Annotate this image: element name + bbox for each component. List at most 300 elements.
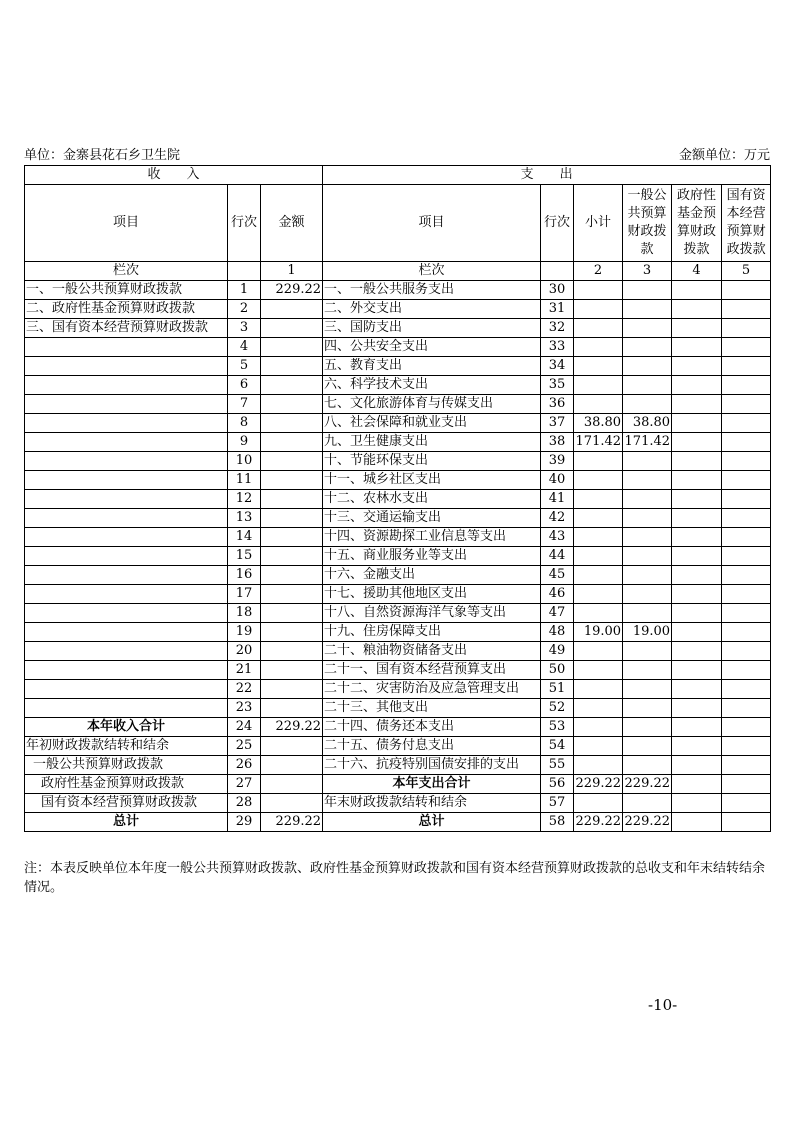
income-row-number-cell: 22 [228, 680, 261, 699]
table-row [25, 300, 771, 319]
income-row-number-cell: 17 [228, 585, 261, 604]
unit-line [24, 147, 770, 165]
subtotal-cell [574, 680, 623, 699]
income-row-number-cell: 6 [228, 376, 261, 395]
income-row-number-cell: 5 [228, 357, 261, 376]
expense-row-number-cell: 49 [541, 642, 574, 661]
general-budget-cell [623, 300, 672, 319]
income-row-number-cell: 14 [228, 528, 261, 547]
income-item-cell: 年初财政拨款结转和结余 [25, 737, 228, 756]
income-amount-cell [261, 414, 323, 433]
col-header-row: 行次 [228, 185, 261, 262]
expense-item-cell: 七、文化旅游体育与传媒支出 [323, 395, 541, 414]
income-item-cell [25, 566, 228, 585]
income-amount-cell [261, 680, 323, 699]
income-row-number-cell: 12 [228, 490, 261, 509]
fund-budget-cell [672, 813, 722, 832]
income-row-number-cell: 7 [228, 395, 261, 414]
col-header-state: 国有资本经营预算财政拨款 [722, 185, 771, 262]
income-amount-cell [261, 357, 323, 376]
general-budget-cell: 38.80 [623, 414, 672, 433]
subtotal-cell [574, 699, 623, 718]
fund-budget-cell [672, 737, 722, 756]
income-row-number-cell: 8 [228, 414, 261, 433]
expense-item-cell: 十六、金融支出 [323, 566, 541, 585]
income-row-number-cell: 4 [228, 338, 261, 357]
expense-item-cell: 二十四、债务还本支出 [323, 718, 541, 737]
general-budget-cell [623, 661, 672, 680]
state-capital-cell [722, 661, 771, 680]
income-amount-cell [261, 623, 323, 642]
expense-row-number-cell: 52 [541, 699, 574, 718]
fund-budget-cell [672, 661, 722, 680]
income-amount-cell [261, 642, 323, 661]
unit-label: 单位：金寨县花石乡卫生院 [24, 148, 181, 163]
income-row-number-cell: 28 [228, 794, 261, 813]
income-item-cell [25, 509, 228, 528]
fund-budget-cell [672, 547, 722, 566]
general-budget-cell [623, 566, 672, 585]
general-budget-cell [623, 357, 672, 376]
expense-row-number-cell: 56 [541, 775, 574, 794]
fund-budget-cell [672, 433, 722, 452]
column-number-row [25, 262, 771, 281]
income-item-cell [25, 338, 228, 357]
colnum-empty [228, 262, 261, 281]
table-row [25, 756, 771, 775]
fund-budget-cell [672, 319, 722, 338]
income-amount-cell: 229.22 [261, 718, 323, 737]
fund-budget-cell [672, 452, 722, 471]
page-number: -10- [648, 996, 678, 1014]
general-budget-cell: 171.42 [623, 433, 672, 452]
colnum-4: 4 [672, 262, 722, 281]
table-row [25, 699, 771, 718]
general-budget-cell [623, 585, 672, 604]
expense-item-cell: 十九、住房保障支出 [323, 623, 541, 642]
income-item-cell [25, 623, 228, 642]
expense-item-cell: 二十一、国有资本经营预算支出 [323, 661, 541, 680]
subtotal-cell [574, 357, 623, 376]
general-budget-cell [623, 452, 672, 471]
subtotal-cell [574, 794, 623, 813]
table-note: 注：本表反映单位本年度一般公共预算财政拨款、政府性基金预算财政拨款和国有资本经营预算财政拨款的总收支和年末结转结余情况。 [24, 861, 766, 895]
subtotal-cell: 229.22 [574, 775, 623, 794]
income-item-cell [25, 490, 228, 509]
state-capital-cell [722, 490, 771, 509]
budget-table [24, 165, 771, 832]
fund-budget-cell [672, 395, 722, 414]
subtotal-cell [574, 509, 623, 528]
fund-budget-cell [672, 642, 722, 661]
state-capital-cell [722, 471, 771, 490]
fund-budget-cell [672, 623, 722, 642]
state-capital-cell [722, 642, 771, 661]
subtotal-cell [574, 452, 623, 471]
table-row [25, 775, 771, 794]
general-budget-cell [623, 395, 672, 414]
income-amount-cell [261, 509, 323, 528]
general-budget-cell [623, 376, 672, 395]
income-item-cell [25, 357, 228, 376]
income-amount-cell [261, 604, 323, 623]
table-row [25, 395, 771, 414]
col-header-item2: 项目 [323, 185, 541, 262]
expense-row-number-cell: 33 [541, 338, 574, 357]
table-row [25, 357, 771, 376]
expense-row-number-cell: 45 [541, 566, 574, 585]
general-budget-cell [623, 756, 672, 775]
fund-budget-cell [672, 357, 722, 376]
expense-item-cell: 十三、交通运输支出 [323, 509, 541, 528]
subtotal-cell [574, 319, 623, 338]
fund-budget-cell [672, 509, 722, 528]
expense-row-number-cell: 40 [541, 471, 574, 490]
income-amount-cell [261, 756, 323, 775]
table-row [25, 319, 771, 338]
income-item-cell [25, 528, 228, 547]
fund-budget-cell [672, 604, 722, 623]
fund-budget-cell [672, 566, 722, 585]
fund-budget-cell [672, 414, 722, 433]
income-item-cell [25, 680, 228, 699]
table-row [25, 718, 771, 737]
expense-item-cell: 二、外交支出 [323, 300, 541, 319]
table-row [25, 528, 771, 547]
state-capital-cell [722, 414, 771, 433]
general-budget-cell [623, 718, 672, 737]
general-budget-cell: 19.00 [623, 623, 672, 642]
income-amount-cell [261, 699, 323, 718]
state-capital-cell [722, 775, 771, 794]
general-budget-cell: 229.22 [623, 813, 672, 832]
header-row-top [25, 166, 771, 185]
fund-budget-cell [672, 699, 722, 718]
fund-budget-cell [672, 794, 722, 813]
subtotal-cell [574, 718, 623, 737]
col-header-amount: 金额 [261, 185, 323, 262]
subtotal-cell [574, 528, 623, 547]
fund-budget-cell [672, 528, 722, 547]
income-row-number-cell: 10 [228, 452, 261, 471]
expense-header: 支 出 [323, 166, 771, 185]
table-row [25, 566, 771, 585]
col-header-item: 项目 [25, 185, 228, 262]
income-amount-cell [261, 775, 323, 794]
income-item-cell: 政府性基金预算财政拨款 [25, 775, 228, 794]
income-row-number-cell: 25 [228, 737, 261, 756]
expense-item-cell: 四、公共安全支出 [323, 338, 541, 357]
subtotal-cell [574, 737, 623, 756]
expense-item-cell: 二十二、灾害防治及应急管理支出 [323, 680, 541, 699]
subtotal-cell [574, 300, 623, 319]
general-budget-cell [623, 680, 672, 699]
colnum-3: 3 [623, 262, 672, 281]
state-capital-cell [722, 319, 771, 338]
general-budget-cell [623, 509, 672, 528]
table-row [25, 585, 771, 604]
expense-item-cell: 十二、农林水支出 [323, 490, 541, 509]
income-item-cell [25, 604, 228, 623]
expense-item-cell: 一、一般公共服务支出 [323, 281, 541, 300]
table-row [25, 547, 771, 566]
income-header: 收 入 [25, 166, 323, 185]
income-amount-cell: 229.22 [261, 281, 323, 300]
subtotal-cell [574, 547, 623, 566]
expense-item-cell: 二十三、其他支出 [323, 699, 541, 718]
income-item-cell: 总计 [25, 813, 228, 832]
colnum-label-right: 栏次 [323, 262, 541, 281]
general-budget-cell [623, 547, 672, 566]
fund-budget-cell [672, 775, 722, 794]
general-budget-cell [623, 490, 672, 509]
general-budget-cell [623, 528, 672, 547]
expense-item-cell: 二十五、债务付息支出 [323, 737, 541, 756]
income-row-number-cell: 26 [228, 756, 261, 775]
income-amount-cell [261, 395, 323, 414]
expense-row-number-cell: 51 [541, 680, 574, 699]
fund-budget-cell [672, 680, 722, 699]
income-item-cell [25, 414, 228, 433]
table-row [25, 661, 771, 680]
expense-row-number-cell: 53 [541, 718, 574, 737]
general-budget-cell [623, 338, 672, 357]
income-amount-cell [261, 490, 323, 509]
subtotal-cell [574, 490, 623, 509]
income-amount-cell [261, 471, 323, 490]
state-capital-cell [722, 756, 771, 775]
income-item-cell: 一、一般公共预算财政拨款 [25, 281, 228, 300]
general-budget-cell [623, 471, 672, 490]
income-amount-cell [261, 528, 323, 547]
expense-item-cell: 十五、商业服务业等支出 [323, 547, 541, 566]
expense-item-cell: 十四、资源勘探工业信息等支出 [323, 528, 541, 547]
expense-item-cell: 六、科学技术支出 [323, 376, 541, 395]
expense-row-number-cell: 50 [541, 661, 574, 680]
income-item-cell [25, 661, 228, 680]
expense-item-cell: 二十六、抗疫特别国债安排的支出 [323, 756, 541, 775]
income-item-cell [25, 395, 228, 414]
income-row-number-cell: 21 [228, 661, 261, 680]
income-amount-cell [261, 547, 323, 566]
general-budget-cell [623, 737, 672, 756]
table-row [25, 794, 771, 813]
state-capital-cell [722, 737, 771, 756]
subtotal-cell: 38.80 [574, 414, 623, 433]
state-capital-cell [722, 281, 771, 300]
expense-row-number-cell: 54 [541, 737, 574, 756]
amount-unit-label: 金额单位：万元 [678, 148, 770, 163]
income-amount-cell [261, 433, 323, 452]
header-row-columns [25, 185, 771, 262]
expense-item-cell: 十、节能环保支出 [323, 452, 541, 471]
fund-budget-cell [672, 376, 722, 395]
income-item-cell: 国有资本经营预算财政拨款 [25, 794, 228, 813]
income-row-number-cell: 11 [228, 471, 261, 490]
general-budget-cell: 229.22 [623, 775, 672, 794]
general-budget-cell [623, 642, 672, 661]
income-item-cell [25, 699, 228, 718]
expense-item-cell: 十七、援助其他地区支出 [323, 585, 541, 604]
income-row-number-cell: 9 [228, 433, 261, 452]
fund-budget-cell [672, 718, 722, 737]
fund-budget-cell [672, 585, 722, 604]
table-row [25, 452, 771, 471]
expense-row-number-cell: 32 [541, 319, 574, 338]
table-row [25, 813, 771, 832]
expense-item-cell: 九、卫生健康支出 [323, 433, 541, 452]
expense-row-number-cell: 39 [541, 452, 574, 471]
income-row-number-cell: 27 [228, 775, 261, 794]
expense-row-number-cell: 43 [541, 528, 574, 547]
subtotal-cell [574, 566, 623, 585]
table-row [25, 471, 771, 490]
colnum-5: 5 [722, 262, 771, 281]
income-row-number-cell: 19 [228, 623, 261, 642]
subtotal-cell: 171.42 [574, 433, 623, 452]
income-amount-cell [261, 566, 323, 585]
expense-row-number-cell: 46 [541, 585, 574, 604]
table-row [25, 680, 771, 699]
income-item-cell [25, 471, 228, 490]
state-capital-cell [722, 452, 771, 471]
subtotal-cell [574, 642, 623, 661]
table-row [25, 623, 771, 642]
income-item-cell [25, 585, 228, 604]
general-budget-cell [623, 604, 672, 623]
expense-row-number-cell: 34 [541, 357, 574, 376]
income-row-number-cell: 23 [228, 699, 261, 718]
expense-row-number-cell: 37 [541, 414, 574, 433]
fund-budget-cell [672, 471, 722, 490]
income-item-cell [25, 642, 228, 661]
subtotal-cell [574, 376, 623, 395]
income-row-number-cell: 18 [228, 604, 261, 623]
income-amount-cell [261, 300, 323, 319]
income-amount-cell [261, 661, 323, 680]
income-amount-cell: 229.22 [261, 813, 323, 832]
subtotal-cell [574, 338, 623, 357]
state-capital-cell [722, 623, 771, 642]
state-capital-cell [722, 433, 771, 452]
fund-budget-cell [672, 281, 722, 300]
table-row [25, 338, 771, 357]
col-header-fund: 政府性基金预算财政拨款 [672, 185, 722, 262]
income-row-number-cell: 1 [228, 281, 261, 300]
income-item-cell: 一般公共预算财政拨款 [25, 756, 228, 775]
expense-row-number-cell: 30 [541, 281, 574, 300]
expense-row-number-cell: 48 [541, 623, 574, 642]
income-row-number-cell: 24 [228, 718, 261, 737]
table-row [25, 604, 771, 623]
subtotal-cell [574, 661, 623, 680]
income-amount-cell [261, 452, 323, 471]
fund-budget-cell [672, 338, 722, 357]
income-row-number-cell: 16 [228, 566, 261, 585]
expense-row-number-cell: 41 [541, 490, 574, 509]
state-capital-cell [722, 680, 771, 699]
expense-item-cell: 总计 [323, 813, 541, 832]
subtotal-cell [574, 604, 623, 623]
general-budget-cell [623, 699, 672, 718]
state-capital-cell [722, 699, 771, 718]
state-capital-cell [722, 566, 771, 585]
income-amount-cell [261, 737, 323, 756]
state-capital-cell [722, 300, 771, 319]
income-row-number-cell: 2 [228, 300, 261, 319]
subtotal-cell [574, 471, 623, 490]
general-budget-cell [623, 319, 672, 338]
colnum-2: 2 [574, 262, 623, 281]
expense-item-cell: 年末财政拨款结转和结余 [323, 794, 541, 813]
expense-item-cell: 三、国防支出 [323, 319, 541, 338]
expense-item-cell: 十八、自然资源海洋气象等支出 [323, 604, 541, 623]
state-capital-cell [722, 585, 771, 604]
state-capital-cell [722, 395, 771, 414]
fund-budget-cell [672, 756, 722, 775]
table-row [25, 433, 771, 452]
income-row-number-cell: 15 [228, 547, 261, 566]
income-item-cell [25, 547, 228, 566]
state-capital-cell [722, 718, 771, 737]
general-budget-cell [623, 794, 672, 813]
table-row [25, 281, 771, 300]
income-item-cell: 三、国有资本经营预算财政拨款 [25, 319, 228, 338]
expense-row-number-cell: 42 [541, 509, 574, 528]
subtotal-cell [574, 281, 623, 300]
subtotal-cell: 19.00 [574, 623, 623, 642]
colnum-1: 1 [261, 262, 323, 281]
expense-item-cell: 二十、粮油物资储备支出 [323, 642, 541, 661]
table-row [25, 509, 771, 528]
table-row [25, 376, 771, 395]
expense-row-number-cell: 57 [541, 794, 574, 813]
income-row-number-cell: 20 [228, 642, 261, 661]
colnum-label-left: 栏次 [25, 262, 228, 281]
state-capital-cell [722, 547, 771, 566]
state-capital-cell [722, 376, 771, 395]
state-capital-cell [722, 338, 771, 357]
state-capital-cell [722, 794, 771, 813]
subtotal-cell [574, 395, 623, 414]
expense-row-number-cell: 44 [541, 547, 574, 566]
expense-item-cell: 十一、城乡社区支出 [323, 471, 541, 490]
col-header-subtotal: 小计 [574, 185, 623, 262]
col-header-row2: 行次 [541, 185, 574, 262]
expense-row-number-cell: 35 [541, 376, 574, 395]
table-row [25, 490, 771, 509]
expense-row-number-cell: 36 [541, 395, 574, 414]
income-item-cell [25, 433, 228, 452]
income-row-number-cell: 3 [228, 319, 261, 338]
expense-row-number-cell: 31 [541, 300, 574, 319]
table-row [25, 737, 771, 756]
income-amount-cell [261, 585, 323, 604]
expense-row-number-cell: 38 [541, 433, 574, 452]
fund-budget-cell [672, 490, 722, 509]
table-row [25, 414, 771, 433]
state-capital-cell [722, 357, 771, 376]
income-item-cell [25, 452, 228, 471]
income-row-number-cell: 29 [228, 813, 261, 832]
expense-item-cell: 本年支出合计 [323, 775, 541, 794]
income-amount-cell [261, 338, 323, 357]
col-header-general: 一般公共预算财政拨款 [623, 185, 672, 262]
subtotal-cell: 229.22 [574, 813, 623, 832]
subtotal-cell [574, 756, 623, 775]
expense-item-cell: 八、社会保障和就业支出 [323, 414, 541, 433]
colnum-empty [541, 262, 574, 281]
